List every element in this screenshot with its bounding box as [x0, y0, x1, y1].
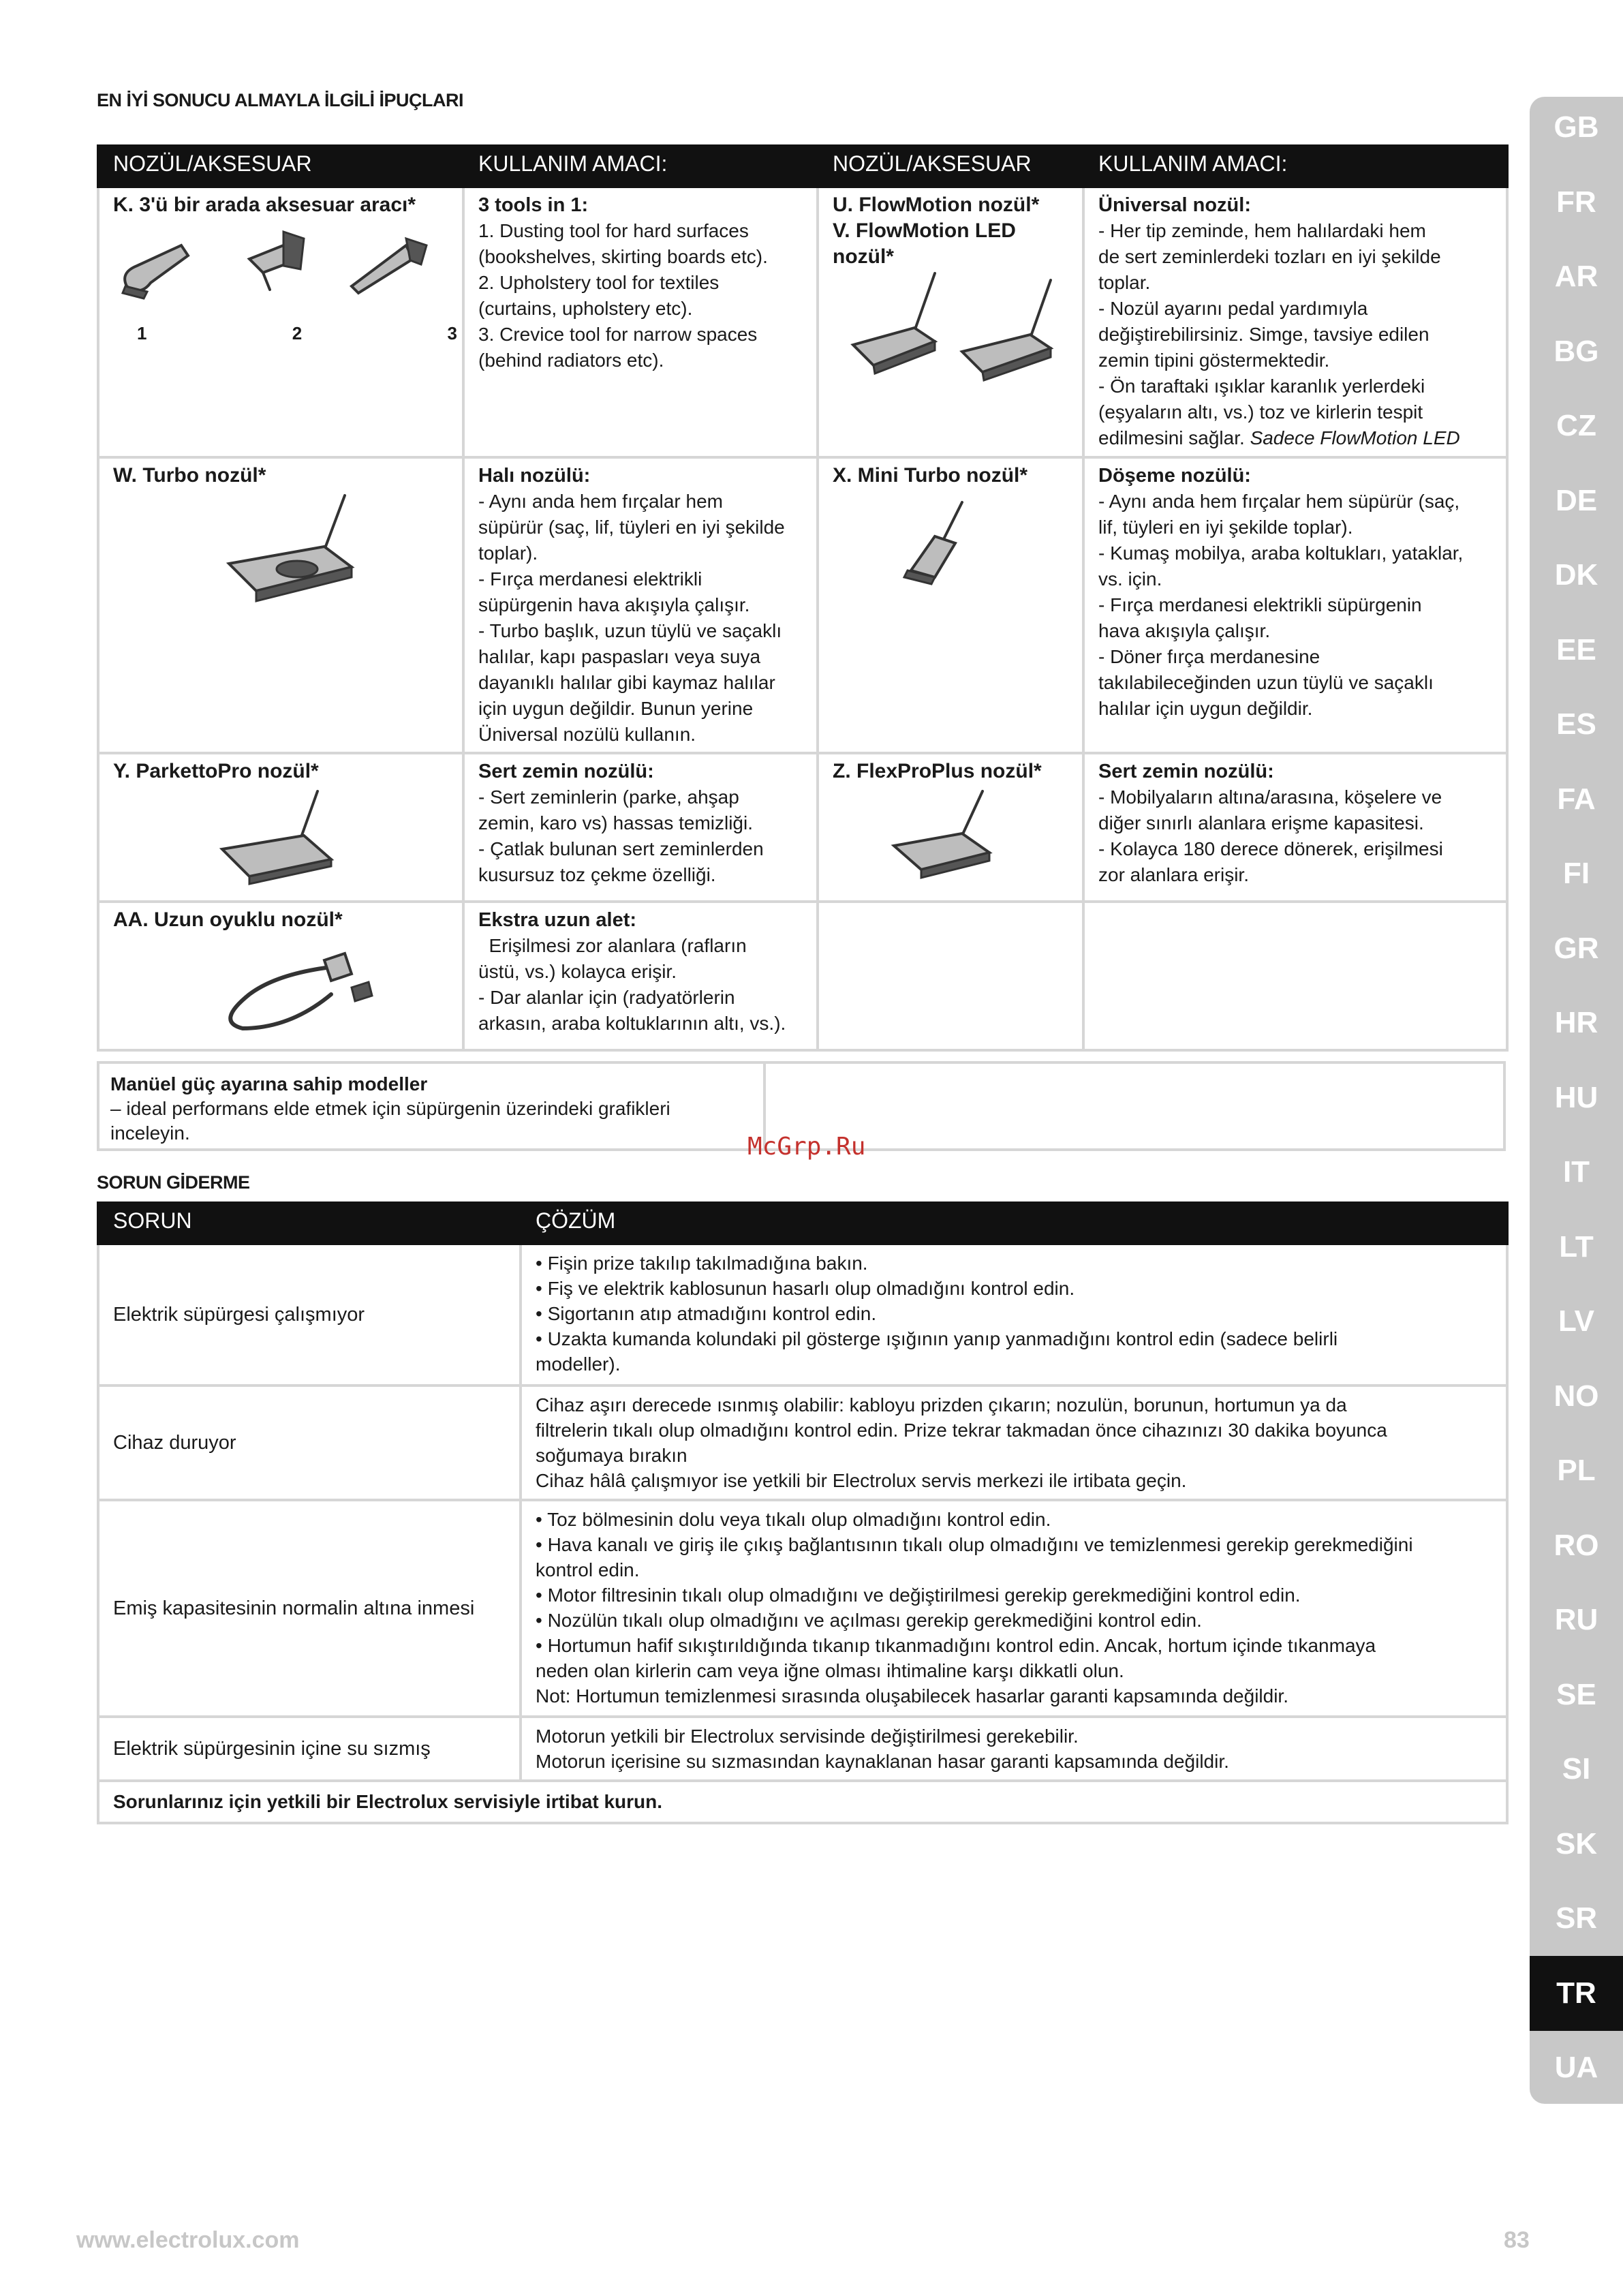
- header-nozzle-1: NOZÜL/AKSESUAR: [98, 146, 463, 187]
- manual-power-text: [99, 1064, 766, 1148]
- problem-cell: Elektrik süpürgesinin içine su sızmış: [98, 1717, 521, 1781]
- solution-line: • Fişin prize takılıp takılmadığına bakın.: [536, 1253, 868, 1274]
- usage-line: 1. Dusting tool for hard surfaces: [478, 220, 749, 241]
- trouble-row: [98, 1244, 1507, 1386]
- usage-title-x: Döşeme nozülü:: [1098, 465, 1251, 487]
- usage-line: - Her tip zeminde, hem halılardaki hem: [1098, 220, 1426, 241]
- troubleshooting-table: [97, 1201, 1509, 1824]
- trouble-title: SORUN GİDERME: [97, 1172, 250, 1193]
- solution-line: Motorun yetkili bir Electrolux servisinde değiştirilmesi gerekebilir.: [536, 1726, 1079, 1747]
- language-tab-cz[interactable]: CZ: [1556, 409, 1596, 442]
- language-tab-lt[interactable]: LT: [1559, 1230, 1594, 1264]
- language-tab-bg[interactable]: BG: [1554, 335, 1599, 368]
- usage-line: arkasın, araba koltuklarının altı, vs.).: [478, 1013, 786, 1034]
- usage-line: hava akışıyla çalışır.: [1098, 620, 1271, 641]
- solution-line: • Hortumun hafif sıkıştırıldığında tıkanıp tıkanmadığını kontrol edin. Ancak, hortum içinde tıkanmaya: [536, 1635, 1376, 1656]
- empty-cell: [1083, 902, 1507, 1050]
- tips-title: EN İYİ SONUCU ALMAYLA İLGİLİ İPUÇLARI: [97, 90, 464, 110]
- language-tab-de[interactable]: DE: [1555, 484, 1598, 517]
- usage-line: - Aynı anda hem fırçalar hem: [478, 491, 723, 512]
- solution-line: • Hava kanalı ve giriş ile çıkış bağlantısının tıkalı olup olmadığını ve temizlenmesi gerekip gerekmediğini: [536, 1534, 1413, 1555]
- usage-line: toplar).: [478, 542, 538, 564]
- language-tab-ua[interactable]: UA: [1554, 2051, 1598, 2084]
- trouble-row: [98, 1500, 1507, 1717]
- language-tab-sr[interactable]: SR: [1555, 1901, 1598, 1935]
- service-contact-note: Sorunlarınız için yetkili bir Electrolux servisiyle irtibat kurun.: [98, 1781, 1507, 1823]
- solution-line: kontrol edin.: [536, 1559, 640, 1580]
- usage-title-aa: Ekstra uzun alet:: [478, 909, 637, 931]
- usage-line: lif, tüyleri en iyi şekilde toplar).: [1098, 517, 1353, 538]
- solution-line: • Fiş ve elektrik kablosunun hasarlı olup olmadığını kontrol edin.: [536, 1278, 1075, 1299]
- empty-cell: [818, 902, 1083, 1050]
- usage-line: süpürgenin hava akışıyla çalışır.: [478, 594, 750, 615]
- nozzle-cell-y: [98, 753, 463, 902]
- usage-cell-y: [463, 753, 818, 902]
- manual-power-line: – ideal performans elde etmek için süpürgenin üzerindeki grafikleri: [110, 1098, 670, 1119]
- flowmotion-led-nozzle-icon: [962, 280, 1051, 380]
- nozzle-name-u: U. FlowMotion nozül*: [833, 194, 1040, 216]
- parkettopro-nozzle-icon: [222, 791, 331, 884]
- usage-line: Erişilmesi zor alanlara (rafların: [478, 935, 747, 956]
- usage-line: - Kumaş mobilya, araba koltukları, yataklar,: [1098, 542, 1464, 564]
- tips-row-k-u: [98, 187, 1507, 457]
- language-tab-ee[interactable]: EE: [1556, 633, 1596, 667]
- language-tab-pl[interactable]: PL: [1557, 1454, 1596, 1487]
- nozzle-cell-u: [818, 187, 1083, 457]
- solution-line: modeller).: [536, 1353, 621, 1375]
- usage-title-y: Sert zemin nozülü:: [478, 761, 654, 782]
- tool-number-2: 2: [292, 323, 303, 343]
- solution-line: • Nozülün tıkalı olup olmadığını ve açılması gerekip gerekmediğini kontrol edin.: [536, 1610, 1202, 1631]
- flexproplus-nozzle-icon: [894, 791, 989, 878]
- solution-cell: [521, 1244, 1507, 1386]
- usage-line: vs. için.: [1098, 568, 1162, 590]
- problem-cell: Emiş kapasitesinin normalin altına inmesi: [98, 1500, 521, 1717]
- nozzle-cell-z: [818, 753, 1083, 902]
- manual-power-empty: [766, 1064, 1503, 1148]
- usage-line: de sert zeminlerdeki tozları en iyi şekilde: [1098, 246, 1441, 267]
- language-tab-no[interactable]: NO: [1554, 1379, 1599, 1413]
- nozzle-cell-aa: [98, 902, 463, 1050]
- solution-line: Cihaz aşırı derecede ısınmış olabilir: kabloyu prizden çıkarın; nozulün, borunun, hortumun ya da: [536, 1394, 1347, 1415]
- tips-row-aa: [98, 902, 1507, 1050]
- usage-line: - Döner fırça merdanesine: [1098, 646, 1320, 667]
- solution-line: • Motor filtresinin tıkalı olup olmadığını ve değiştirilmesi gerekip gerekmediğini kontrol edin.: [536, 1585, 1301, 1606]
- nozzle-name-v-cont: nozül*: [833, 245, 894, 268]
- language-tab-se[interactable]: SE: [1556, 1678, 1596, 1711]
- usage-line: zemin, karo vs) hassas temizliği.: [478, 812, 754, 833]
- usage-cell-aa: [463, 902, 818, 1050]
- usage-line: - Nozül ayarını pedal yardımıyla: [1098, 298, 1368, 319]
- usage-title-w: Halı nozülü:: [478, 465, 591, 487]
- language-tab-sk[interactable]: SK: [1555, 1827, 1598, 1861]
- trouble-footer-row: [98, 1781, 1507, 1823]
- usage-line: - Mobilyaların altına/arasına, köşelere ve: [1098, 786, 1442, 808]
- usage-line: 3. Crevice tool for narrow spaces: [478, 324, 758, 345]
- language-tab-ru[interactable]: RU: [1554, 1603, 1598, 1636]
- usage-line: halılar, kapı paspasları veya suya: [478, 646, 761, 667]
- usage-line: 2. Upholstery tool for textiles: [478, 272, 720, 293]
- solution-line: Not: Hortumun temizlenmesi sırasında oluşabilecek hasarlar garanti kapsamında değildir.: [536, 1685, 1288, 1706]
- language-tab-fi[interactable]: FI: [1562, 857, 1590, 890]
- tool-numbers: [137, 320, 457, 346]
- usage-line: değiştirebilirsiniz. Simge, tavsiye edilen: [1098, 324, 1429, 345]
- nozzle-cell-x: [818, 457, 1083, 753]
- solution-line: neden olan kirlerin cam veya iğne olması ihtimaline karşı dikkatli olun.: [536, 1660, 1124, 1681]
- usage-line: dayanıklı halılar gibi kaymaz halılar: [478, 672, 775, 693]
- long-crevice-nozzle-illustration: [113, 933, 440, 1035]
- nozzle-name-aa: AA. Uzun oyuklu nozül*: [113, 908, 343, 931]
- usage-cell-u: [1083, 187, 1507, 457]
- usage-line: - Çatlak bulunan sert zeminlerden: [478, 838, 764, 859]
- solution-line: Cihaz hâlâ çalışmıyor ise yetkili bir Electrolux servis merkezi ile irtibata geçin.: [536, 1470, 1187, 1491]
- language-tab-tr[interactable]: TR: [1530, 1956, 1623, 2031]
- turbo-nozzle-illustration: [120, 489, 447, 611]
- solution-cell: [521, 1386, 1507, 1500]
- trouble-header-row: [98, 1203, 1507, 1244]
- parkettopro-nozzle-illustration: [113, 784, 440, 887]
- usage-line: (eşyaların altı, vs.) toz ve kirlerin tespit: [1098, 401, 1423, 423]
- solution-line: • Uzakta kumanda kolundaki pil gösterge ışığının yanıp yanmadığını kontrol edin (sadece belirli: [536, 1328, 1338, 1349]
- usage-line: için uygun değildir. Bunun yerine: [478, 698, 754, 719]
- usage-line: - Sert zeminlerin (parke, ahşap: [478, 786, 739, 808]
- solution-line: filtrelerin tıkalı olup olmadığını kontrol edin. Prize tekrar takmadan önce cihazınızı 30 dakika boyunca: [536, 1420, 1387, 1441]
- usage-title-u: Üniversal nozül:: [1098, 194, 1251, 216]
- flexproplus-nozzle-illustration: [833, 784, 1078, 887]
- language-tab-hu[interactable]: HU: [1554, 1081, 1598, 1114]
- usage-cell-x: [1083, 457, 1507, 753]
- header-solution: ÇÖZÜM: [521, 1203, 1507, 1244]
- nozzle-name-z: Z. FlexProPlus nozül*: [833, 760, 1042, 782]
- usage-line-last: [1098, 425, 1492, 451]
- upholstery-tool-icon: [249, 232, 304, 290]
- usage-line: (behind radiators etc).: [478, 350, 664, 371]
- usage-title-k: 3 tools in 1:: [478, 194, 589, 216]
- language-tab-dk[interactable]: DK: [1554, 558, 1598, 592]
- tips-row-y-z: [98, 753, 1507, 902]
- usage-line: halılar için uygun değildir.: [1098, 698, 1313, 719]
- language-tab-gr[interactable]: GR: [1554, 932, 1599, 965]
- usage-line: - Kolayca 180 derece dönerek, erişilmesi: [1098, 838, 1443, 859]
- long-crevice-nozzle-icon: [230, 953, 372, 1028]
- language-tab-ar[interactable]: AR: [1554, 260, 1598, 293]
- language-tab-gb[interactable]: GB: [1554, 110, 1599, 144]
- usage-line: (curtains, upholstery etc).: [478, 298, 693, 319]
- language-tab-hr[interactable]: HR: [1554, 1006, 1598, 1039]
- trouble-row: [98, 1717, 1507, 1781]
- solution-cell: [521, 1500, 1507, 1717]
- turbo-nozzle-icon: [229, 495, 352, 601]
- language-tab-si[interactable]: SI: [1562, 1752, 1591, 1786]
- nozzle-cell-k: [98, 187, 463, 457]
- mini-turbo-nozzle-icon: [904, 502, 962, 584]
- nozzle-cell-w: [98, 457, 463, 753]
- usage-line: - Turbo başlık, uzun tüylü ve saçaklı: [478, 620, 782, 641]
- language-tab-fr[interactable]: FR: [1556, 185, 1596, 219]
- nozzle-name-x: X. Mini Turbo nozül*: [833, 464, 1028, 487]
- language-tab-lv[interactable]: LV: [1558, 1304, 1594, 1338]
- header-problem: SORUN: [98, 1203, 521, 1244]
- usage-cell-z: [1083, 753, 1507, 902]
- usage-line: zor alanlara erişir.: [1098, 864, 1249, 885]
- usage-line: takılabileceğinden uzun tüylü ve saçaklı: [1098, 672, 1434, 693]
- language-tab-fa[interactable]: FA: [1557, 782, 1596, 816]
- crevice-tool-icon: [352, 239, 427, 293]
- language-tab-ro[interactable]: RO: [1554, 1529, 1599, 1562]
- flowmotion-nozzle-icon: [853, 273, 935, 373]
- solution-line: Motorun içerisine su sızmasından kaynaklanan hasar garanti kapsamında değildir.: [536, 1751, 1229, 1772]
- watermark: McGrp.Ru: [747, 1133, 866, 1161]
- header-usage-2: KULLANIM AMACI:: [1083, 146, 1507, 187]
- nozzle-name-k: K. 3'ü bir arada aksesuar aracı*: [113, 194, 416, 216]
- usage-italic-note: Sadece FlowMotion LED: [1250, 427, 1460, 448]
- usage-line: (bookshelves, skirting boards etc).: [478, 246, 768, 267]
- flowmotion-nozzle-illustration: [833, 270, 1078, 386]
- solution-cell: [521, 1717, 1507, 1781]
- manual-power-title: Manüel güç ayarına sahip modeller: [110, 1073, 428, 1095]
- usage-cell-w: [463, 457, 818, 753]
- usage-line: - Ön taraftaki ışıklar karanlık yerlerdeki: [1098, 376, 1425, 397]
- usage-line: Üniversal nozülü kullanın.: [478, 724, 696, 745]
- usage-plain: edilmesini sağlar.: [1098, 427, 1245, 448]
- header-nozzle-2: NOZÜL/AKSESUAR: [818, 146, 1083, 187]
- problem-cell: Cihaz duruyor: [98, 1386, 521, 1500]
- header-usage-1: KULLANIM AMACI:: [463, 146, 818, 187]
- usage-line: toplar.: [1098, 272, 1151, 293]
- nozzle-name-v: V. FlowMotion LED: [833, 219, 1016, 242]
- footer-url[interactable]: www.electrolux.com: [76, 2227, 300, 2253]
- solution-line: • Sigortanın atıp atmadığını kontrol edin.: [536, 1303, 877, 1324]
- tips-table: [97, 144, 1509, 1052]
- trouble-row: [98, 1386, 1507, 1500]
- tool-number-3: 3: [447, 323, 457, 343]
- usage-line: - Fırça merdanesi elektrikli: [478, 568, 702, 590]
- three-in-one-tools-illustration: [113, 218, 440, 320]
- usage-line: zemin tipini göstermektedir.: [1098, 350, 1330, 371]
- manual-power-line: inceleyin.: [110, 1122, 190, 1144]
- problem-cell: Elektrik süpürgesi çalışmıyor: [98, 1244, 521, 1386]
- usage-line: diğer sınırlı alanlara erişme kapasitesi.: [1098, 812, 1424, 833]
- tool-number-1: 1: [137, 323, 147, 343]
- usage-line: - Fırça merdanesi elektrikli süpürgenin: [1098, 594, 1422, 615]
- page-number: 83: [1504, 2227, 1530, 2253]
- solution-line: soğumaya bırakın: [536, 1445, 687, 1466]
- nozzle-name-w: W. Turbo nozül*: [113, 464, 266, 487]
- mini-turbo-nozzle-illustration: [833, 489, 1078, 598]
- usage-line: - Aynı anda hem fırçalar hem süpürür (saç,: [1098, 491, 1460, 512]
- usage-line: süpürür (saç, lif, tüyleri en iyi şekilde: [478, 517, 785, 538]
- usage-line: üstü, vs.) kolayca erişir.: [478, 961, 677, 982]
- tips-header-row: [98, 146, 1507, 187]
- usage-line: kusursuz toz çekme özelliği.: [478, 864, 716, 885]
- solution-line: • Toz bölmesinin dolu veya tıkalı olup olmadığını kontrol edin.: [536, 1509, 1051, 1530]
- language-tab-es[interactable]: ES: [1556, 707, 1596, 741]
- nozzle-name-y: Y. ParkettoPro nozül*: [113, 760, 319, 782]
- usage-title-z: Sert zemin nozülü:: [1098, 761, 1274, 782]
- usage-line: - Dar alanlar için (radyatörlerin: [478, 987, 735, 1008]
- usage-cell-k: [463, 187, 818, 457]
- tips-row-w-x: [98, 457, 1507, 753]
- dusting-tool-icon: [123, 245, 188, 299]
- language-tab-it[interactable]: IT: [1562, 1155, 1590, 1189]
